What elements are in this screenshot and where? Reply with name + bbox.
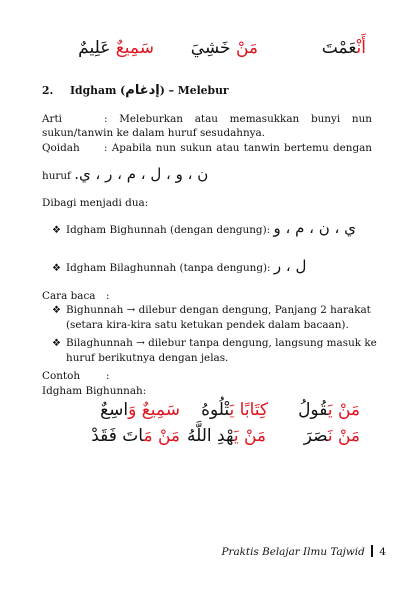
type-item-bighunnah <box>52 218 378 241</box>
section-title-pre: Idgham ( <box>70 84 126 97</box>
cara-baca-item-2 <box>52 336 378 351</box>
cara-baca-colon: : <box>106 290 110 302</box>
footer <box>221 545 386 558</box>
footer-page-number: 4 <box>379 546 386 558</box>
bullet-diamond-icon: ❖ <box>52 263 61 274</box>
type-item-bilaghunnah <box>52 256 378 279</box>
dibagi-text: Dibagi menjadi dua: <box>42 197 149 209</box>
type-text: Idgham Bighunnah (dengan dengung): <box>66 224 271 236</box>
cara-baca-item-1-line2: (setara kira-kira satu ketukan pendek dalam bacaan). <box>66 319 349 331</box>
qoidah-row <box>42 141 372 155</box>
example-row2-1 <box>304 426 360 446</box>
qoidah-line1: : Apabila nun sukun atau tanwin bertemu dengan <box>104 142 372 154</box>
example-red-part: كِتَابًا يَ <box>229 400 268 420</box>
bullet-diamond-icon: ❖ <box>52 305 61 316</box>
qoidah-line2 <box>42 165 372 185</box>
qoidah-label: Qoidah <box>42 142 80 154</box>
example-black-part: قُولُ <box>298 400 328 420</box>
example-black-part: اسِعٌ <box>100 400 129 420</box>
example-red-part: مَنْ مَ <box>143 426 180 446</box>
contoh-label: Contoh <box>42 370 81 382</box>
example-red-part: سَمِيعٌ وَ <box>128 400 180 420</box>
cara-baca-line: Bighunnah → dilebur dengan dengung, Panjang 2 harakat <box>66 304 371 316</box>
example-row2-3 <box>91 426 180 446</box>
example-red-part: سَمِيعٌ <box>115 38 154 58</box>
type-letters: ي ، ن ، م ، و <box>273 219 356 237</box>
example-row1-1 <box>298 400 360 420</box>
top-example-1 <box>322 38 366 58</box>
section-heading <box>42 83 229 98</box>
top-example-3 <box>78 38 154 58</box>
example-black-part: اتَ فَقَدْ <box>91 426 144 446</box>
footer-divider <box>371 545 373 557</box>
bullet-diamond-icon: ❖ <box>52 225 61 236</box>
type-text: Idgham Bilaghunnah (tanpa dengung): <box>66 262 271 274</box>
example-red-part: مَنْ نَ <box>327 426 360 446</box>
contoh-row <box>42 369 372 383</box>
example-red-part: مَنْ يَ <box>327 400 360 420</box>
contoh-colon: : <box>106 370 110 382</box>
cara-baca-line: Bilaghunnah → dilebur tanpa dengung, langsung masuk ke <box>66 337 377 349</box>
footer-title: Praktis Belajar Ilmu Tajwid <box>221 546 365 558</box>
arti-row <box>42 112 372 126</box>
bullet-diamond-icon: ❖ <box>52 338 61 349</box>
cara-baca-item-2-line2: huruf berikutnya dengan jelas. <box>66 352 229 364</box>
example-row1-2 <box>201 400 268 420</box>
arti-label: Arti <box>42 113 62 125</box>
arti-line1: : Meleburkan atau memasukkan bunyi nun <box>104 113 372 125</box>
example-black-part: تْلُوهُ <box>201 400 230 420</box>
example-red-part: مَنْ <box>235 38 258 58</box>
example-black-part: عَلِيمٌ <box>78 38 116 58</box>
example-red-part: أَنْ <box>356 38 366 58</box>
example-black-part: صَرَ <box>303 426 328 446</box>
section-title-arabic: إدغام <box>125 83 160 98</box>
example-black-part: عَمْتَ <box>321 38 357 58</box>
section-number: 2. <box>42 84 54 97</box>
cara-baca-item-1 <box>52 303 378 318</box>
section-title-post: ) – Melebur <box>159 84 229 97</box>
arti-line2: sukun/tanwin ke dalam huruf sesudahnya. <box>42 127 266 139</box>
example-red-part: مَنْ يَ <box>233 426 266 446</box>
cara-baca-row <box>42 289 372 303</box>
type-letters: ل ، ر <box>273 257 307 275</box>
top-example-2 <box>191 38 258 58</box>
qoidah-line2-pre: huruf <box>42 170 71 182</box>
bighunnah-label: Idgham Bighunnah: <box>42 385 147 397</box>
qoidah-letters: ن ، و ، ل ، م ، ر ، ي. <box>74 165 209 183</box>
example-row2-2 <box>187 426 266 446</box>
cara-baca-label: Cara baca <box>42 290 96 302</box>
example-black-part: خَشِيَ <box>190 38 236 58</box>
example-row1-3 <box>100 400 180 420</box>
example-black-part: هْدِ اللَّهُ <box>187 426 234 446</box>
